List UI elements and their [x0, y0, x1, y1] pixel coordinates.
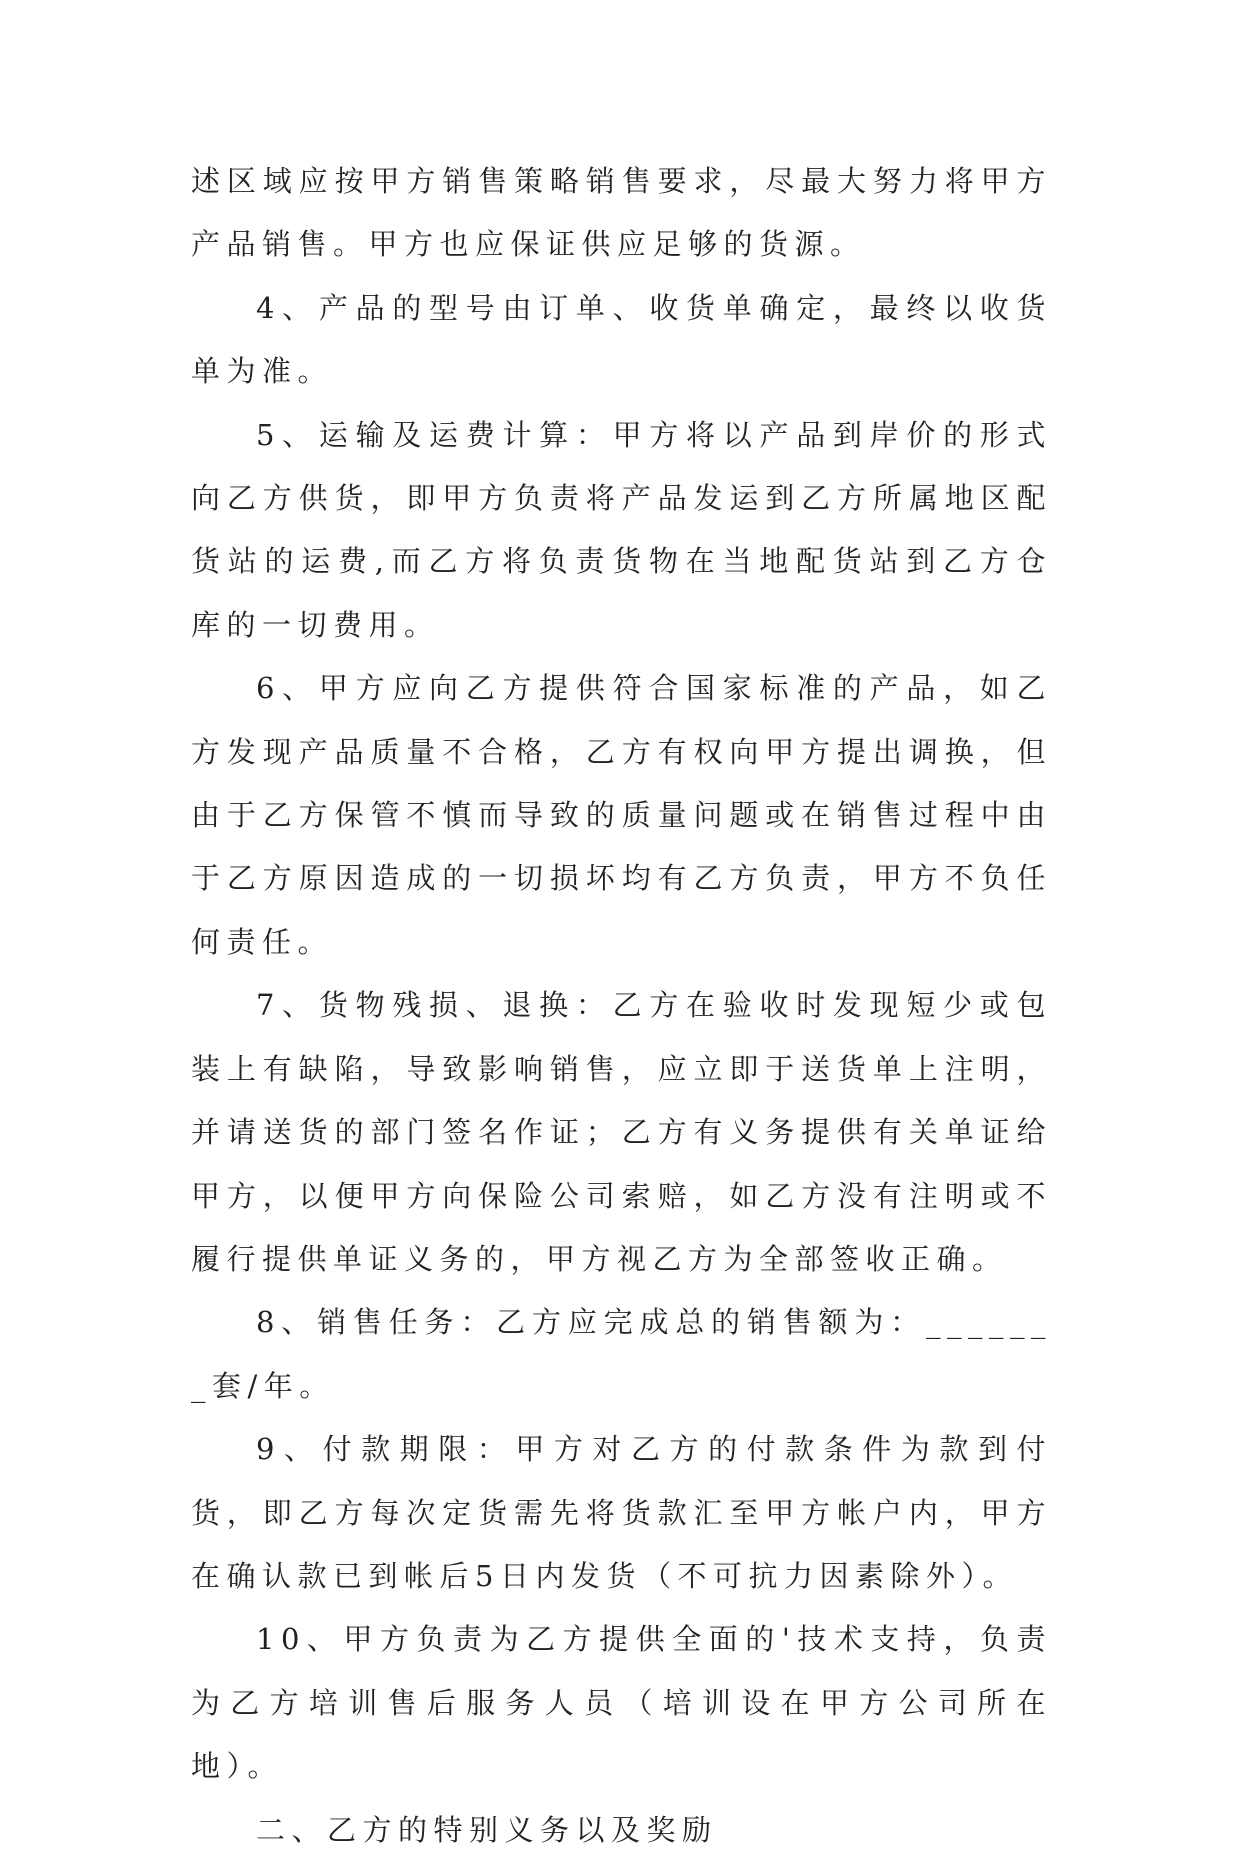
- paragraph-continued: 述区域应按甲方销售策略销售要求，尽最大努力将甲方产品销售。甲方也应保证供应足够的货源。: [191, 164, 1052, 262]
- section-heading-2: 二、乙方的特别义务以及奖励: [256, 1812, 718, 1847]
- paragraph-item-8: 8、销售任务：乙方应完成总的销售额为：_______套/年。: [191, 1305, 1052, 1403]
- paragraph-item-7: 7、货物残损、退换：乙方在验收时发现短少或包装上有缺陷，导致影响销售，应立即于送货单上注明，并请送货的部门签名作证；乙方有义务提供有关单证给甲方，以便甲方向保险公司索赔，如乙方没有注明或不履行提供单证义务的，甲方视乙方为全部签收正确。: [191, 988, 1052, 1276]
- paragraph-item-6: 6、甲方应向乙方提供符合国家标准的产品，如乙方发现产品质量不合格，乙方有权向甲方提出调换，但由于乙方保管不慎而导致的质量问题或在销售过程中由于乙方原因造成的一切损坏均有乙方负责，甲方不负任何责任。: [191, 671, 1052, 959]
- paragraph-item-10: 10、甲方负责为乙方提供全面的'技术支持，负责为乙方培训售后服务人员（培训设在甲方公司所在地）。: [191, 1622, 1052, 1784]
- paragraph-item-4: 4、产品的型号由订单、收货单确定，最终以收货单为准。: [191, 290, 1052, 389]
- paragraph-item-5: 5、运输及运费计算：甲方将以产品到岸价的形式向乙方供货，即甲方负责将产品发运到乙方所属地区配货站的运费,而乙方将负责货物在当地配货站到乙方仓库的一切费用。: [191, 417, 1052, 642]
- paragraph-item-9: 9、付款期限：甲方对乙方的付款条件为款到付货，即乙方每次定货需先将货款汇至甲方帐户内，甲方在确认款已到帐后5日内发货（不可抗力因素除外）。: [191, 1432, 1052, 1593]
- document-body: [191, 150, 1052, 1862]
